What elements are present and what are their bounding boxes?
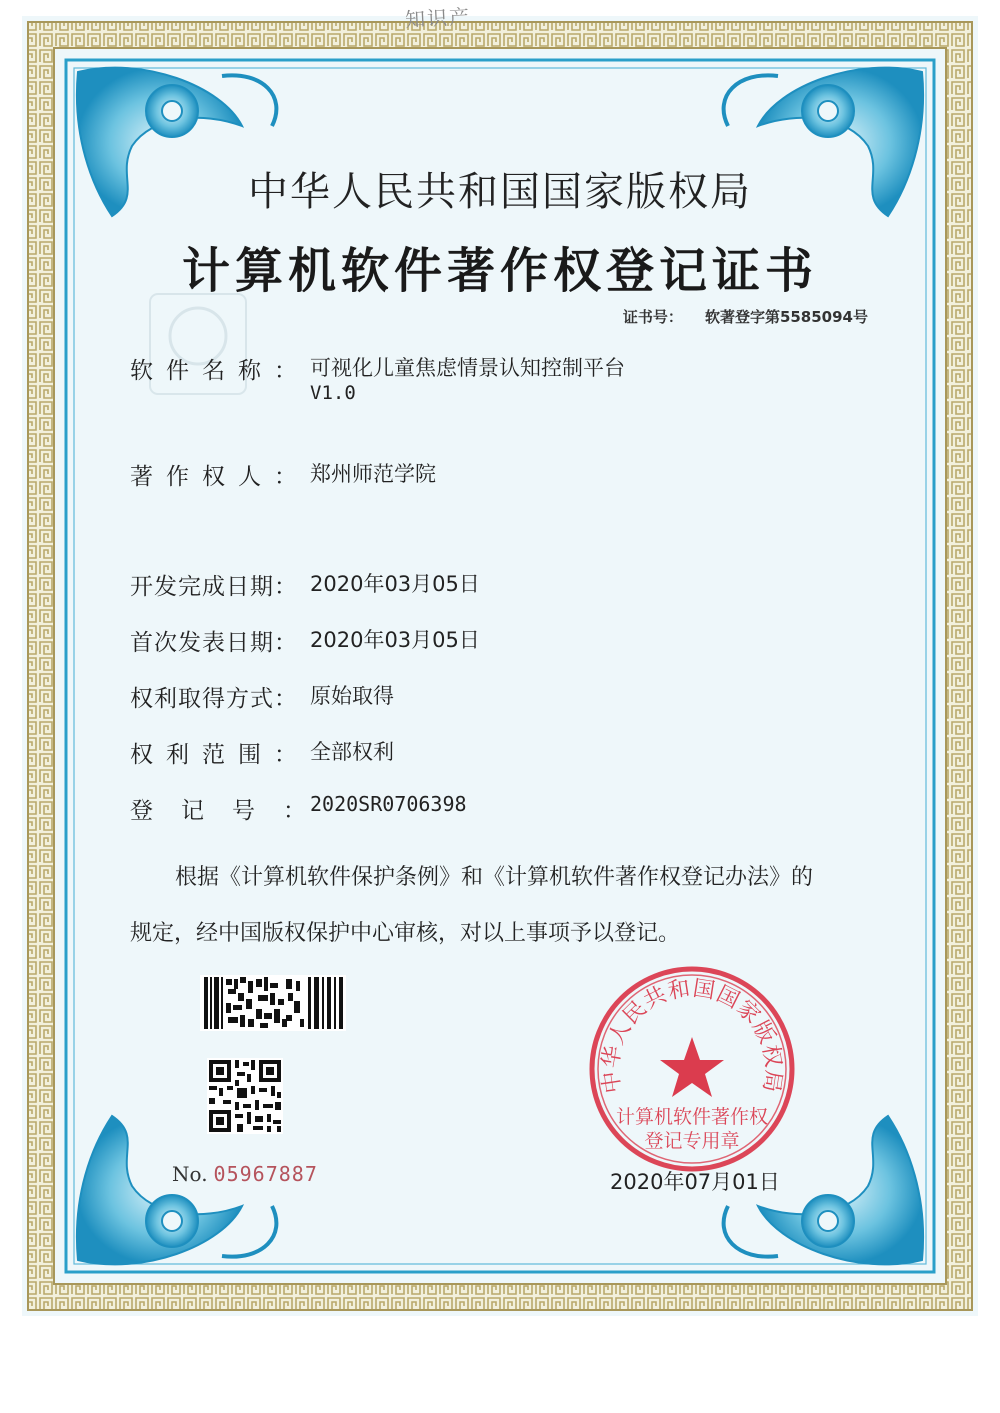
statement-line-1: 根据《计算机软件保护条例》和《计算机软件著作权登记办法》的 xyxy=(175,865,814,890)
acquisition-method-label: 权利取得方式： xyxy=(130,686,298,712)
field-software-name xyxy=(130,352,625,404)
agency-heading: 中华人民共和国国家版权局 xyxy=(248,169,752,215)
software-name-value: 可视化儿童焦虑情景认知控制平台 xyxy=(310,356,625,380)
handwritten-note: 知识产 xyxy=(404,4,472,32)
seal-inner-line-1: 计算机软件著作权 xyxy=(615,1106,769,1128)
official-seal xyxy=(588,965,796,1173)
seal-inner-line-2: 登记专用章 xyxy=(644,1130,740,1152)
qr-code-icon xyxy=(207,1058,283,1134)
field-first-publication-date xyxy=(130,624,480,657)
issue-date: 2020年07月01日 xyxy=(610,1170,780,1194)
certificate-number-label: 证书号： xyxy=(622,308,683,326)
completion-date-value: 2020年03月05日 xyxy=(310,572,480,596)
registration-number-label: 登记号： xyxy=(130,798,334,824)
star-icon xyxy=(660,1037,724,1097)
barcode-icon xyxy=(200,975,346,1031)
first-publication-date-label: 首次发表日期： xyxy=(130,630,298,656)
corner-ornament-bottom-left xyxy=(77,1116,276,1264)
copyright-holder-value: 郑州师范学院 xyxy=(310,462,436,486)
software-name-label: 软件名称： xyxy=(130,358,310,384)
certificate-number xyxy=(623,306,868,327)
certificate-number-value: 软著登字第5585094号 xyxy=(704,308,868,326)
field-completion-date xyxy=(130,568,480,601)
serial-prefix: No. xyxy=(172,1162,208,1186)
first-publication-date-value: 2020年03月05日 xyxy=(310,628,480,652)
copyright-holder-label: 著作权人： xyxy=(130,464,310,490)
field-rights-scope xyxy=(130,736,394,769)
completion-date-label: 开发完成日期： xyxy=(130,574,298,600)
field-acquisition-method xyxy=(130,680,394,713)
field-registration-number xyxy=(130,792,467,825)
rights-scope-label: 权利范围： xyxy=(130,742,310,768)
field-copyright-holder xyxy=(130,458,436,491)
seal-outer-text: 中华人民共和国国家版权局 xyxy=(598,976,786,1095)
registration-number-value: 2020SR0706398 xyxy=(310,792,467,816)
acquisition-method-value: 原始取得 xyxy=(310,684,394,708)
certificate-title: 计算机软件著作权登记证书 xyxy=(181,243,818,299)
statement-line-2: 规定，经中国版权保护中心审核，对以上事项予以登记。 xyxy=(130,921,681,946)
serial-value: 05967887 xyxy=(213,1162,318,1186)
rights-scope-value: 全部权利 xyxy=(310,740,394,764)
serial-number xyxy=(172,1162,318,1186)
software-version-value: V1.0 xyxy=(310,382,356,404)
